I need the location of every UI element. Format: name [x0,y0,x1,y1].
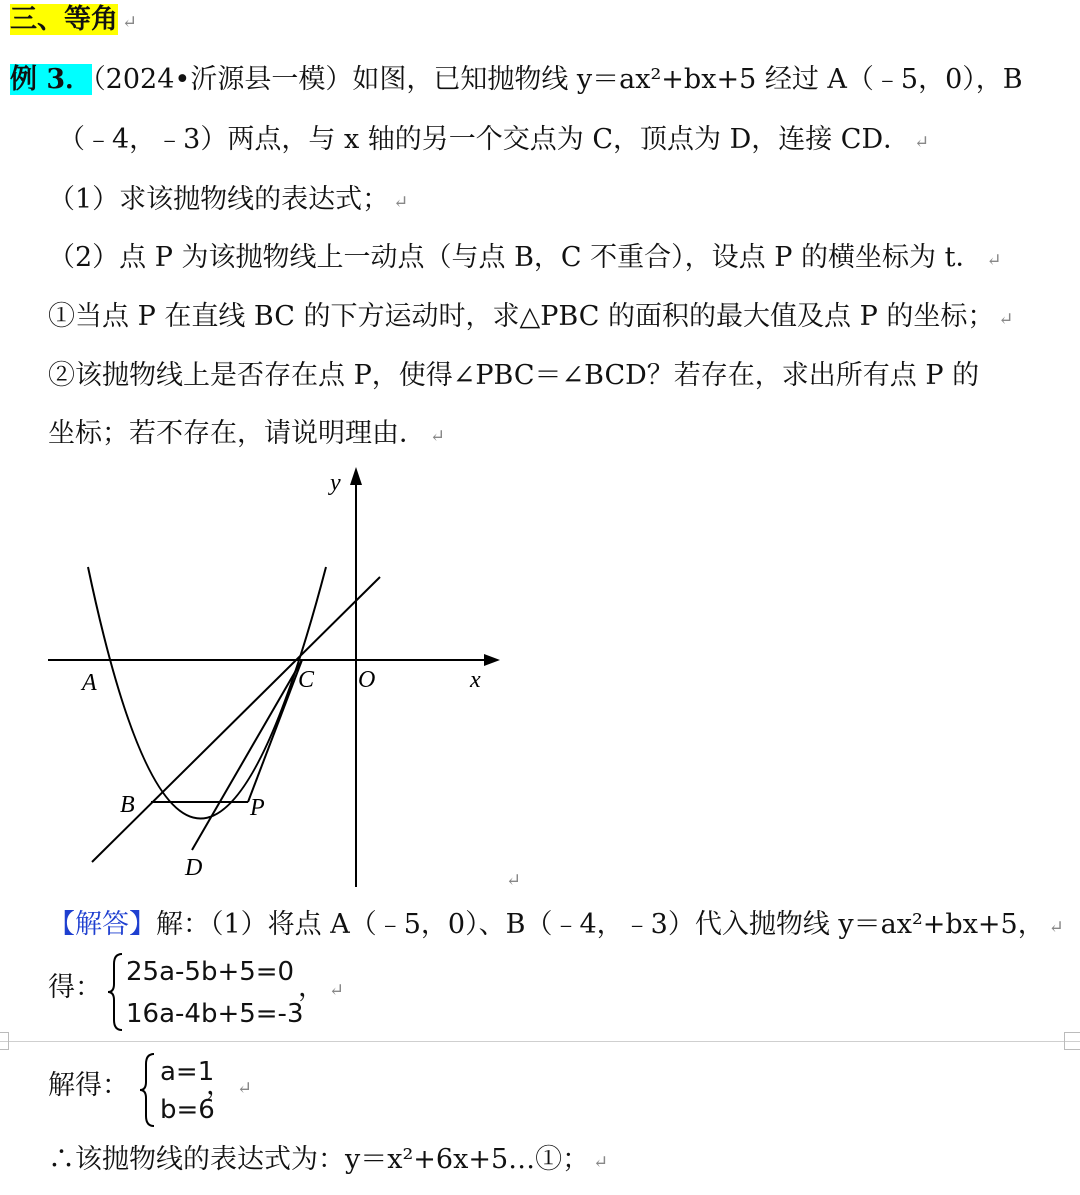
solution-intro: 解：（1）将点 A（﹣5，0）、B（﹣4，﹣3）代入抛物线 y＝ax²+bx+5， [156,909,1045,940]
question-2-part-2 [48,356,979,396]
label-d: D [185,855,203,881]
page-break-marker-left [0,1032,9,1050]
question-2-text: （2）点 P 为该抛物线上一动点（与点 B，C 不重合），设点 P 的横坐标为 t． [48,242,983,273]
solution-de-text: 得： [48,972,102,1003]
question-2-part-2-cont-text: 坐标；若不存在，请说明理由． [48,418,426,449]
solution-jiede-text: 解得： [48,1070,129,1101]
system-2-comma: ， [206,1070,233,1101]
system-2-eq-2: b=6 [160,1095,215,1125]
return-mark: ↵ [986,250,1002,271]
question-1 [48,180,408,223]
return-mark: ↵ [430,426,446,447]
brace-system-2 [138,1052,158,1128]
question-2-part-1 [48,297,1013,340]
page-break [0,1041,1080,1042]
label-o: O [358,667,376,693]
brace-system-1 [106,952,126,1032]
example-label: 例 3． [10,64,93,95]
return-mark: ↵ [998,309,1014,330]
system-2-eq-1: a=1 [160,1057,215,1087]
return-mark: ↵ [506,870,522,891]
solution-conclusion-text: ∴该抛物线的表达式为：y＝x²+6x+5…①； [48,1144,590,1175]
return-mark: ↵ [122,12,138,33]
system-1-eq-1: 25a-5b+5=0 [126,957,295,987]
label-p: P [250,795,265,821]
label-a: A [82,670,97,696]
solution-jiede [48,1066,129,1106]
solution-tag: 【解答】 [48,909,156,940]
y-axis-arrow [350,467,362,485]
solution-de [48,968,102,1008]
page-break-marker-right [1064,1032,1080,1050]
question-2-part-1-text: ①当点 P 在直线 BC 的下方运动时，求△PBC 的面积的最大值及点 P 的坐标； [48,301,995,332]
line-bc [92,577,380,862]
return-mark: ↵ [329,980,345,1001]
example-intro: （2024•沂源县一模）如图，已知抛物线 y＝ax²+bx+5 经过 A（﹣5，0），B [92,64,1023,95]
label-b: B [120,792,135,818]
label-c: C [298,667,315,693]
example-line-2 [58,120,929,163]
example-points-text: （﹣4，﹣3）两点，与 x 轴的另一个交点为 C，顶点为 D，连接 CD． [58,124,911,155]
return-mark: ↵ [237,1078,253,1099]
section-title-text: 三、等角 [10,4,118,35]
system-2-suffix [206,1066,252,1109]
system-1-eq-2: 16a-4b+5=-3 [126,999,304,1029]
section-title [10,0,137,43]
question-2-part-2-text: ②该抛物线上是否存在点 P，使得∠PBC＝∠BCD？若存在，求出所有点 P 的 [48,360,980,391]
question-2-part-2-cont [48,414,445,457]
segment-cd [192,660,302,850]
x-axis-arrow [484,654,500,666]
system-1-suffix [298,968,344,1011]
solution-line-1 [48,905,1064,948]
return-mark: ↵ [914,132,930,153]
solution-conclusion [48,1140,608,1183]
parabola-figure [0,455,540,895]
return-mark: ↵ [593,1152,609,1173]
system-1-comma: ， [298,972,325,1003]
example-line-1 [10,60,1023,100]
label-y: y [330,470,341,496]
return-mark: ↵ [1048,917,1064,938]
question-1-text: （1）求该抛物线的表达式； [48,184,390,215]
return-mark: ↵ [393,192,409,213]
question-2 [48,238,1002,281]
label-x: x [470,667,481,693]
